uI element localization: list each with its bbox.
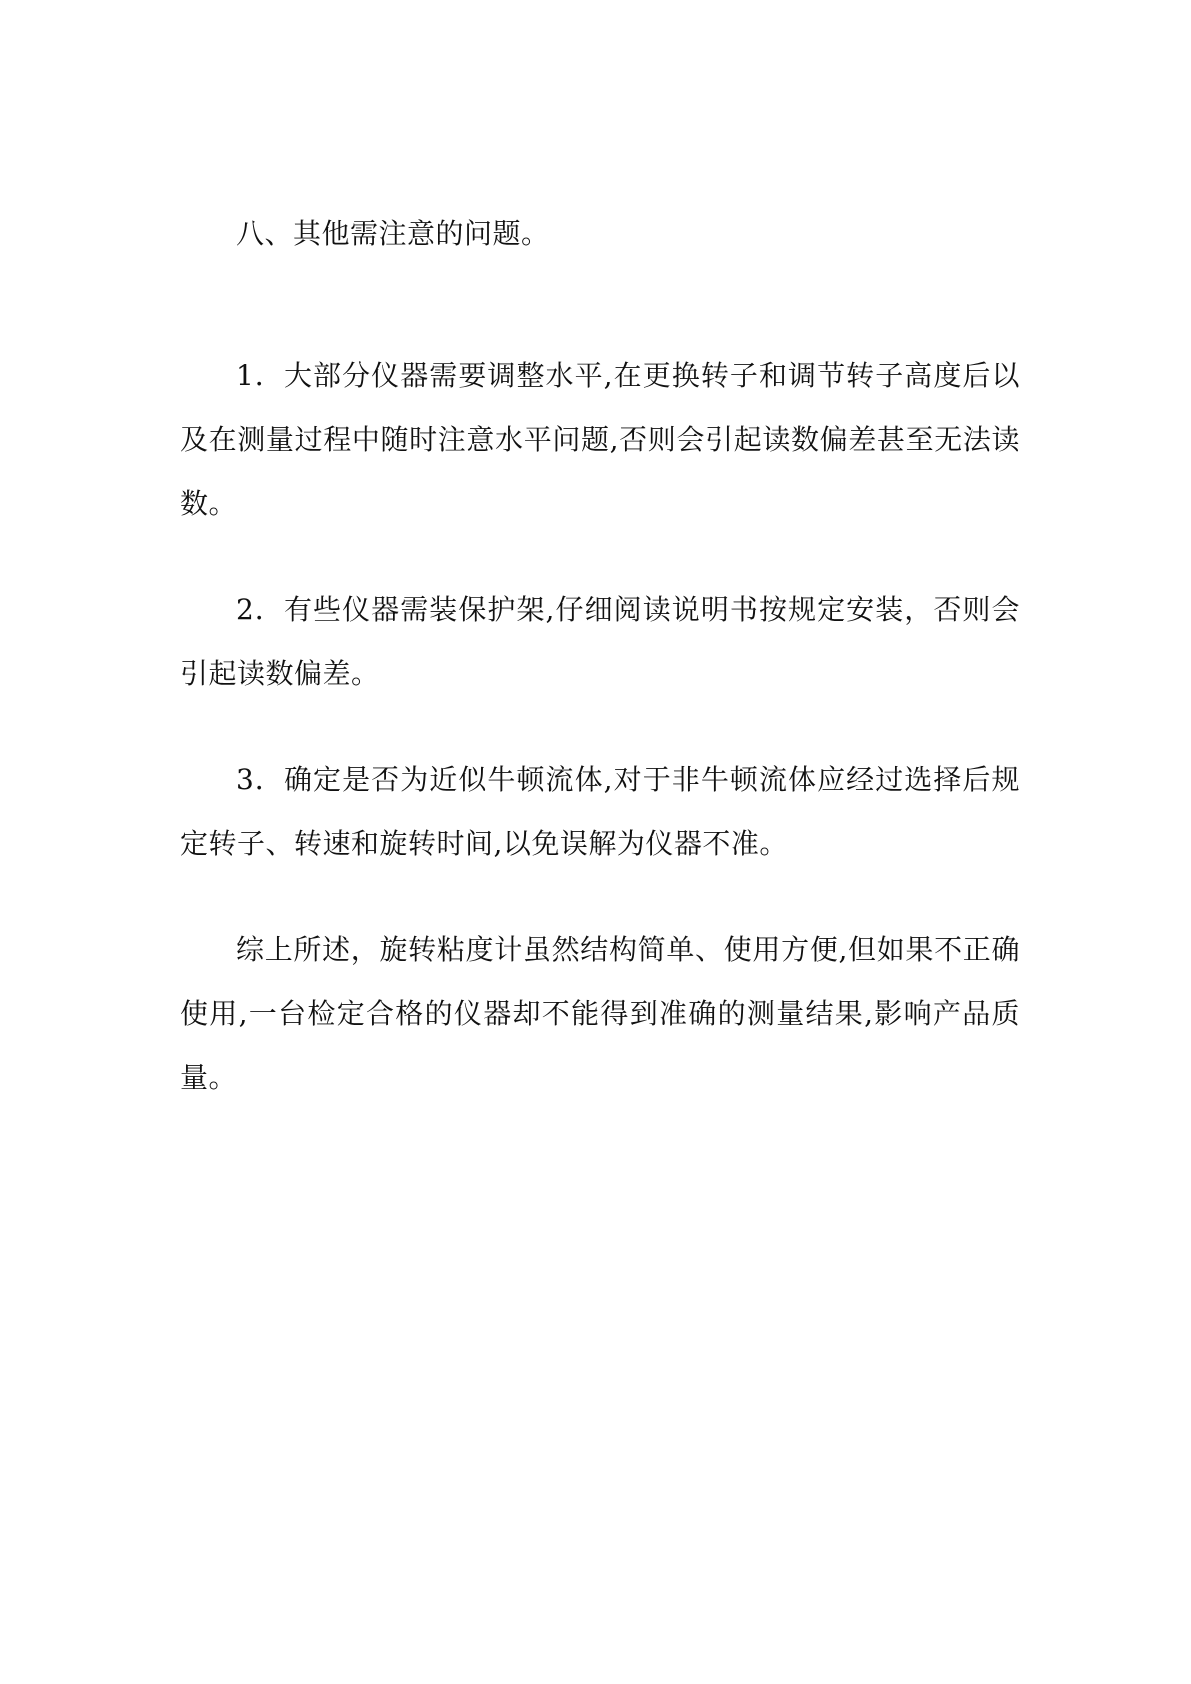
summary-paragraph: 综上所述，旋转粘度计虽然结构简单、使用方便,但如果不正确使用,一台检定合格的仪器却不能得到准确的测量结果,影响产品质量。 (180, 933, 1020, 1094)
list-item-1: 1．大部分仪器需要调整水平,在更换转子和调节转子高度后以及在测量过程中随时注意水平问题,否则会引起读数偏差甚至无法读数。 (180, 359, 1020, 520)
list-item-2: 2．有些仪器需装保护架,仔细阅读说明书按规定安装，否则会引起读数偏差。 (180, 593, 1020, 690)
list-item-3: 3．确定是否为近似牛顿流体,对于非牛顿流体应经过选择后规定转子、转速和旋转时间,以免误解为仪器不准。 (180, 763, 1020, 860)
section-heading: 八、其他需注意的问题。 (236, 217, 550, 250)
